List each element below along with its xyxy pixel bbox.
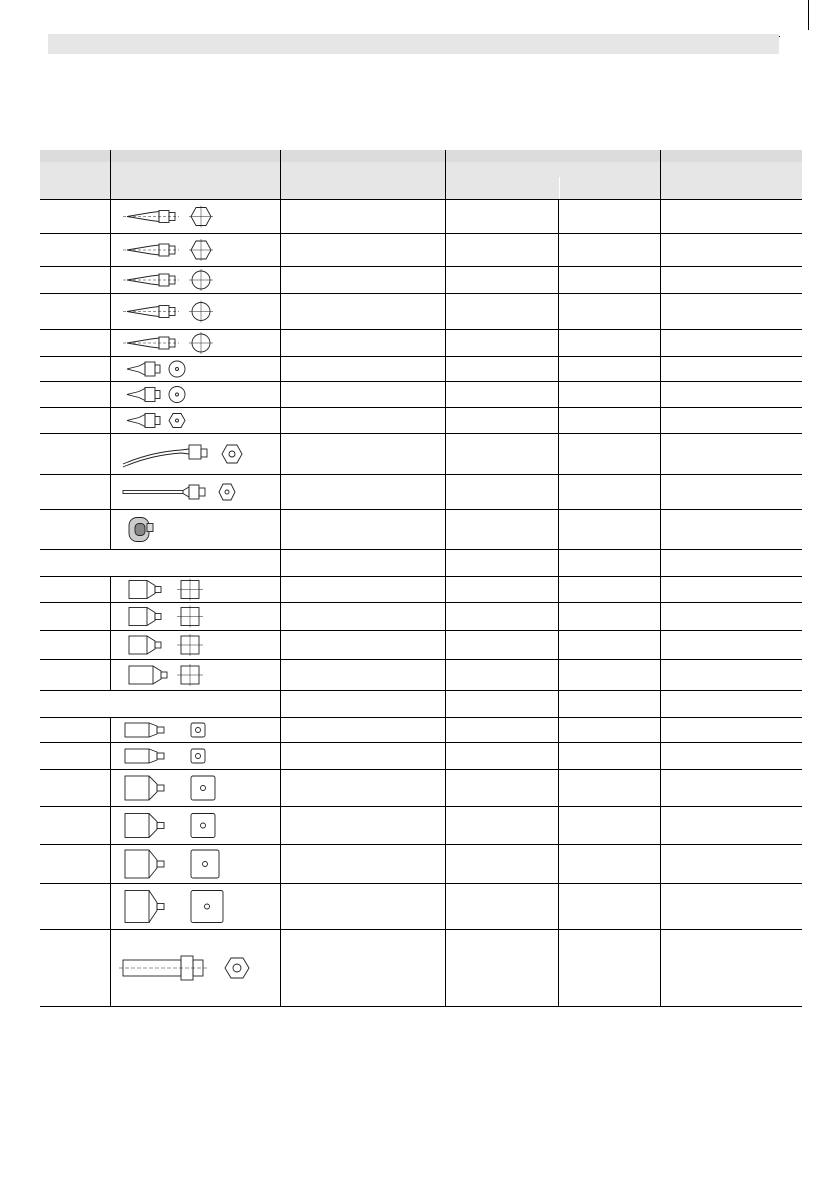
table-cell xyxy=(558,743,660,770)
round-nozzle-wide-icon xyxy=(111,330,281,356)
table-cell xyxy=(280,357,445,382)
table-cell xyxy=(558,807,660,845)
table-cell xyxy=(280,807,445,845)
table-cell xyxy=(660,691,802,718)
table-cell xyxy=(660,807,802,845)
table-cell xyxy=(558,357,660,382)
table-cell xyxy=(445,357,558,382)
table-cell xyxy=(445,718,558,743)
nozzle-table xyxy=(40,150,802,1007)
table-cell xyxy=(445,234,558,267)
table-cell xyxy=(445,577,558,603)
square-nozzle-large-icon xyxy=(111,845,281,883)
table-cell xyxy=(280,884,445,930)
table-cell xyxy=(660,631,802,660)
table-row xyxy=(40,884,802,930)
sketch-cell xyxy=(110,577,280,603)
table-cell xyxy=(445,267,558,294)
table-cell xyxy=(660,408,802,434)
sketch-cell xyxy=(110,330,280,357)
column-header xyxy=(40,150,110,200)
table-cell xyxy=(660,357,802,382)
table-cell xyxy=(558,770,660,807)
table-row xyxy=(40,234,802,267)
sketch-cell xyxy=(110,660,280,691)
column-header xyxy=(445,150,660,200)
table-cell xyxy=(558,382,660,408)
table-cell xyxy=(558,718,660,743)
square-nozzle-medium-icon xyxy=(111,807,281,844)
table-cell xyxy=(280,510,445,550)
long-hex-nozzle-icon xyxy=(111,930,281,1006)
table-cell xyxy=(280,660,445,691)
table-cell xyxy=(558,234,660,267)
table-cell xyxy=(558,930,660,1007)
table-cell xyxy=(40,200,110,234)
table-cell xyxy=(445,807,558,845)
sketch-cell xyxy=(110,845,280,884)
table-cell xyxy=(660,743,802,770)
section-row xyxy=(40,691,802,718)
table-cell xyxy=(280,743,445,770)
table-cell xyxy=(280,382,445,408)
table-row xyxy=(40,718,802,743)
table-cell xyxy=(558,631,660,660)
table-cell xyxy=(445,770,558,807)
table-cell xyxy=(280,200,445,234)
table-cell xyxy=(280,631,445,660)
square-nozzle-mini-icon xyxy=(111,743,281,769)
table-row xyxy=(40,930,802,1007)
table-cell xyxy=(40,631,110,660)
table-cell xyxy=(660,845,802,884)
table-cell xyxy=(558,660,660,691)
table-cell xyxy=(660,510,802,550)
sketch-cell xyxy=(110,743,280,770)
section-row xyxy=(40,550,802,577)
table-cell xyxy=(40,510,110,550)
small-hex-nozzle-icon xyxy=(111,408,281,433)
table-cell xyxy=(558,475,660,510)
crop-mark xyxy=(808,0,809,30)
table-cell xyxy=(660,434,802,475)
column-header xyxy=(110,150,280,200)
sketch-cell xyxy=(110,434,280,475)
table-cell xyxy=(280,577,445,603)
table-cell xyxy=(445,930,558,1007)
table-cell xyxy=(40,660,110,691)
header-bar xyxy=(48,34,779,54)
table-cell xyxy=(445,510,558,550)
table-cell xyxy=(40,475,110,510)
small-round-nozzle-icon xyxy=(111,382,281,407)
square-nozzle-mini-icon xyxy=(111,718,281,742)
table-cell xyxy=(558,577,660,603)
table-cell xyxy=(558,550,660,577)
table-cell xyxy=(40,408,110,434)
table-row xyxy=(40,408,802,434)
table-row xyxy=(40,770,802,807)
table-cell xyxy=(558,200,660,234)
table-row xyxy=(40,330,802,357)
table-cell xyxy=(558,294,660,330)
sketch-cell xyxy=(110,770,280,807)
table-cell xyxy=(445,330,558,357)
table-cell xyxy=(558,267,660,294)
table-cell xyxy=(280,267,445,294)
column-header xyxy=(660,150,802,200)
section-label-cell xyxy=(40,550,280,577)
sketch-cell xyxy=(110,884,280,930)
table-row xyxy=(40,743,802,770)
section-label-cell xyxy=(40,691,280,718)
table-row xyxy=(40,807,802,845)
table-cell xyxy=(280,408,445,434)
rect-nozzle-large-icon xyxy=(111,660,281,690)
table-cell xyxy=(280,234,445,267)
sketch-cell xyxy=(110,408,280,434)
table-cell xyxy=(660,267,802,294)
table-cell xyxy=(445,845,558,884)
table-cell xyxy=(40,845,110,884)
table-cell xyxy=(280,691,445,718)
table-cell xyxy=(660,884,802,930)
table-cell xyxy=(660,294,802,330)
table-row xyxy=(40,660,802,691)
table-cell xyxy=(280,475,445,510)
table-cell xyxy=(280,294,445,330)
column-header xyxy=(280,150,445,200)
table-row xyxy=(40,434,802,475)
table-cell xyxy=(280,434,445,475)
table-cell xyxy=(660,330,802,357)
table-cell xyxy=(445,382,558,408)
table-cell xyxy=(445,743,558,770)
sketch-cell xyxy=(110,510,280,550)
table-cell xyxy=(40,930,110,1007)
table-row xyxy=(40,603,802,631)
table-cell xyxy=(280,330,445,357)
square-nozzle-medium-icon xyxy=(111,770,281,806)
bent-tube-nozzle-icon xyxy=(111,434,281,474)
table-cell xyxy=(40,357,110,382)
table-cell xyxy=(40,743,110,770)
sketch-cell xyxy=(110,234,280,267)
table-cell xyxy=(660,930,802,1007)
table-cell xyxy=(445,475,558,510)
table-cell xyxy=(445,408,558,434)
table-row xyxy=(40,294,802,330)
sketch-cell xyxy=(110,807,280,845)
rect-nozzle-small-icon xyxy=(111,603,281,630)
table-cell xyxy=(660,200,802,234)
table-cell xyxy=(445,631,558,660)
table-cell xyxy=(280,718,445,743)
table-cell xyxy=(558,691,660,718)
table-cell xyxy=(280,603,445,631)
small-round-nozzle-icon xyxy=(111,357,281,381)
table-row xyxy=(40,845,802,884)
table-cell xyxy=(40,718,110,743)
sketch-cell xyxy=(110,294,280,330)
table-cell xyxy=(660,577,802,603)
table-cell xyxy=(445,603,558,631)
table-cell xyxy=(40,577,110,603)
table-cell xyxy=(558,408,660,434)
table-cell xyxy=(445,294,558,330)
table-cell xyxy=(660,475,802,510)
hex-nozzle-tapered-icon xyxy=(111,200,281,233)
sketch-cell xyxy=(110,475,280,510)
table-cell xyxy=(558,510,660,550)
table-cell xyxy=(558,434,660,475)
table-cell xyxy=(660,718,802,743)
rect-nozzle-medium-icon xyxy=(111,631,281,659)
table-cell xyxy=(40,807,110,845)
table-cell xyxy=(660,382,802,408)
table-cell xyxy=(280,930,445,1007)
table-cell xyxy=(558,845,660,884)
sketch-cell xyxy=(110,603,280,631)
table-cell xyxy=(660,234,802,267)
table-cell xyxy=(40,434,110,475)
table-cell xyxy=(660,770,802,807)
table-cell xyxy=(40,382,110,408)
table-row xyxy=(40,357,802,382)
square-nozzle-xlarge-icon xyxy=(111,884,281,929)
table-cell xyxy=(445,200,558,234)
table-cell xyxy=(40,267,110,294)
table-cell xyxy=(660,603,802,631)
table-cell xyxy=(40,234,110,267)
table-row xyxy=(40,200,802,234)
table-header-row xyxy=(40,150,802,200)
sketch-cell xyxy=(110,718,280,743)
table-cell xyxy=(40,294,110,330)
rect-nozzle-small-icon xyxy=(111,577,281,602)
table-cell xyxy=(40,330,110,357)
round-nozzle-tapered-icon xyxy=(111,267,281,293)
sketch-cell xyxy=(110,631,280,660)
table-row xyxy=(40,267,802,294)
table-cell xyxy=(40,603,110,631)
table-cell xyxy=(558,603,660,631)
round-nozzle-dim-c-icon xyxy=(111,294,281,329)
sketch-cell xyxy=(110,267,280,294)
round-cap-nozzle-icon xyxy=(111,510,281,549)
hex-nozzle-tapered-dim-b-icon xyxy=(111,234,281,266)
sketch-cell xyxy=(110,930,280,1007)
table-cell xyxy=(280,550,445,577)
table-row xyxy=(40,577,802,603)
table-row xyxy=(40,631,802,660)
table-cell xyxy=(660,550,802,577)
table-cell xyxy=(40,884,110,930)
table-cell xyxy=(445,434,558,475)
sketch-cell xyxy=(110,200,280,234)
table-cell xyxy=(558,330,660,357)
table-cell xyxy=(558,884,660,930)
sketch-cell xyxy=(110,382,280,408)
straight-tube-nozzle-icon xyxy=(111,475,281,509)
sketch-cell xyxy=(110,357,280,382)
table-cell xyxy=(445,660,558,691)
table-cell xyxy=(280,770,445,807)
table-cell xyxy=(40,770,110,807)
table-cell xyxy=(445,884,558,930)
table-cell xyxy=(660,660,802,691)
table-row xyxy=(40,382,802,408)
table-row xyxy=(40,510,802,550)
table-row xyxy=(40,475,802,510)
table-cell xyxy=(445,691,558,718)
table-cell xyxy=(445,550,558,577)
table-cell xyxy=(280,845,445,884)
